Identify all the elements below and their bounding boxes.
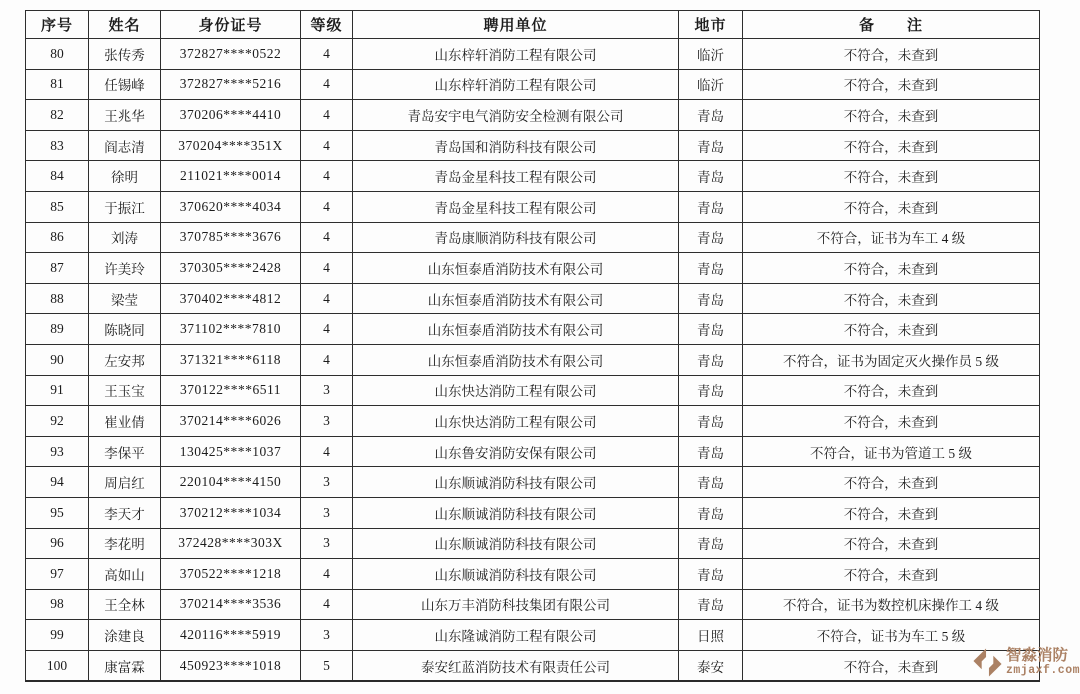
cell-id-number: 372827****0522: [161, 39, 301, 70]
cell-level: 3: [301, 375, 353, 406]
cell-level: 4: [301, 69, 353, 100]
table-row: [26, 589, 1040, 620]
watermark: [972, 647, 1080, 678]
cell-level: 4: [301, 253, 353, 284]
cell-name: 涂建良: [89, 620, 161, 651]
cell-level: 4: [301, 436, 353, 467]
cell-city: 青岛: [679, 253, 743, 284]
cell-remark: 不符合，未查到: [743, 559, 1040, 590]
cell-seq: 85: [26, 191, 89, 222]
cell-seq: 97: [26, 559, 89, 590]
cell-remark: 不符合，未查到: [743, 161, 1040, 192]
cell-name: 高如山: [89, 559, 161, 590]
cell-level: 5: [301, 650, 353, 681]
cell-name: 梁莹: [89, 283, 161, 314]
table-row: [26, 314, 1040, 345]
cell-level: 4: [301, 161, 353, 192]
cell-city: 青岛: [679, 589, 743, 620]
cell-level: 4: [301, 130, 353, 161]
cell-city: 泰安: [679, 650, 743, 681]
cell-remark: 不符合，未查到: [743, 650, 1040, 681]
cell-city: 临沂: [679, 39, 743, 70]
cell-id-number: 130425****1037: [161, 436, 301, 467]
cell-city: 青岛: [679, 191, 743, 222]
cell-employer: 山东恒泰盾消防技术有限公司: [353, 283, 679, 314]
cell-id-number: 371321****6118: [161, 344, 301, 375]
table-row: [26, 253, 1040, 284]
cell-id-number: 370785****3676: [161, 222, 301, 253]
cell-name: 刘涛: [89, 222, 161, 253]
cell-city: 青岛: [679, 100, 743, 131]
cell-city: 临沂: [679, 69, 743, 100]
cell-city: 青岛: [679, 467, 743, 498]
cell-name: 张传秀: [89, 39, 161, 70]
cell-name: 康富霖: [89, 650, 161, 681]
cell-remark: 不符合，未查到: [743, 100, 1040, 131]
cell-remark: 不符合，未查到: [743, 375, 1040, 406]
cell-name: 李天才: [89, 497, 161, 528]
cell-name: 陈晓同: [89, 314, 161, 345]
table-row: [26, 344, 1040, 375]
cell-seq: 80: [26, 39, 89, 70]
table-row: [26, 620, 1040, 651]
table-row: [26, 467, 1040, 498]
cell-employer: 山东顺诚消防科技有限公司: [353, 559, 679, 590]
table-row: [26, 100, 1040, 131]
cell-seq: 81: [26, 69, 89, 100]
cell-id-number: 370206****4410: [161, 100, 301, 131]
cell-employer: 山东恒泰盾消防技术有限公司: [353, 314, 679, 345]
cell-city: 青岛: [679, 314, 743, 345]
cell-name: 崔业倩: [89, 406, 161, 437]
cell-employer: 青岛安宇电气消防安全检测有限公司: [353, 100, 679, 131]
cell-remark: 不符合，证书为数控机床操作工 4 级: [743, 589, 1040, 620]
cell-city: 青岛: [679, 497, 743, 528]
cell-seq: 91: [26, 375, 89, 406]
roster-table: [25, 10, 1040, 682]
header-level: 等级: [301, 11, 353, 39]
table-row: [26, 191, 1040, 222]
cell-city: 青岛: [679, 528, 743, 559]
cell-city: 青岛: [679, 406, 743, 437]
cell-seq: 98: [26, 589, 89, 620]
roster-table-container: [25, 10, 1040, 682]
cell-id-number: 370402****4812: [161, 283, 301, 314]
cell-level: 4: [301, 191, 353, 222]
table-row: [26, 528, 1040, 559]
header-city: 地市: [679, 11, 743, 39]
cell-name: 任锡峰: [89, 69, 161, 100]
cell-level: 4: [301, 283, 353, 314]
table-row: [26, 559, 1040, 590]
cell-city: 日照: [679, 620, 743, 651]
cell-name: 阎志清: [89, 130, 161, 161]
cell-employer: 山东快达消防工程有限公司: [353, 375, 679, 406]
cell-name: 李保平: [89, 436, 161, 467]
cell-employer: 山东快达消防工程有限公司: [353, 406, 679, 437]
cell-level: 4: [301, 100, 353, 131]
table-body: [26, 39, 1040, 682]
cell-seq: 84: [26, 161, 89, 192]
header-seq: 序号: [26, 11, 89, 39]
table-row: [26, 436, 1040, 467]
watermark-domain: zmjaxf.com: [1006, 663, 1080, 677]
cell-level: 4: [301, 344, 353, 375]
cell-level: 3: [301, 406, 353, 437]
table-row: [26, 69, 1040, 100]
cell-remark: 不符合，未查到: [743, 130, 1040, 161]
table-row: [26, 406, 1040, 437]
cell-seq: 92: [26, 406, 89, 437]
cell-city: 青岛: [679, 375, 743, 406]
cell-employer: 山东鲁安消防安保有限公司: [353, 436, 679, 467]
cell-employer: 青岛金星科技工程有限公司: [353, 191, 679, 222]
cell-employer: 山东顺诚消防科技有限公司: [353, 467, 679, 498]
cell-remark: 不符合，未查到: [743, 283, 1040, 314]
cell-level: 4: [301, 314, 353, 345]
cell-name: 王全林: [89, 589, 161, 620]
cell-name: 王玉宝: [89, 375, 161, 406]
cell-id-number: 370204****351X: [161, 130, 301, 161]
cell-seq: 100: [26, 650, 89, 681]
cell-id-number: 211021****0014: [161, 161, 301, 192]
cell-seq: 94: [26, 467, 89, 498]
cell-seq: 95: [26, 497, 89, 528]
cell-remark: 不符合，未查到: [743, 314, 1040, 345]
cell-city: 青岛: [679, 222, 743, 253]
cell-remark: 不符合，证书为车工 4 级: [743, 222, 1040, 253]
cell-id-number: 372827****5216: [161, 69, 301, 100]
cell-id-number: 370212****1034: [161, 497, 301, 528]
cell-remark: 不符合，未查到: [743, 191, 1040, 222]
cell-level: 3: [301, 528, 353, 559]
cell-employer: 山东顺诚消防科技有限公司: [353, 528, 679, 559]
zhimiao-logo-icon: [972, 647, 1003, 678]
table-row: [26, 650, 1040, 681]
cell-employer: 青岛国和消防科技有限公司: [353, 130, 679, 161]
cell-id-number: 370522****1218: [161, 559, 301, 590]
cell-name: 左安邦: [89, 344, 161, 375]
cell-city: 青岛: [679, 161, 743, 192]
cell-name: 王兆华: [89, 100, 161, 131]
cell-id-number: 371102****7810: [161, 314, 301, 345]
cell-seq: 83: [26, 130, 89, 161]
cell-name: 徐明: [89, 161, 161, 192]
cell-employer: 山东万丰消防科技集团有限公司: [353, 589, 679, 620]
cell-name: 李花明: [89, 528, 161, 559]
cell-id-number: 372428****303X: [161, 528, 301, 559]
cell-id-number: 420116****5919: [161, 620, 301, 651]
cell-id-number: 220104****4150: [161, 467, 301, 498]
cell-seq: 82: [26, 100, 89, 131]
cell-level: 4: [301, 559, 353, 590]
cell-employer: 山东恒泰盾消防技术有限公司: [353, 344, 679, 375]
cell-city: 青岛: [679, 559, 743, 590]
cell-id-number: 370122****6511: [161, 375, 301, 406]
cell-employer: 山东梓轩消防工程有限公司: [353, 69, 679, 100]
table-row: [26, 39, 1040, 70]
cell-id-number: 370620****4034: [161, 191, 301, 222]
cell-id-number: 370214****6026: [161, 406, 301, 437]
cell-seq: 88: [26, 283, 89, 314]
cell-seq: 99: [26, 620, 89, 651]
table-row: [26, 161, 1040, 192]
cell-city: 青岛: [679, 436, 743, 467]
header-remark: 备 注: [743, 11, 1040, 39]
cell-id-number: 370214****3536: [161, 589, 301, 620]
cell-seq: 90: [26, 344, 89, 375]
cell-level: 3: [301, 497, 353, 528]
cell-level: 3: [301, 467, 353, 498]
cell-employer: 山东恒泰盾消防技术有限公司: [353, 253, 679, 284]
header-id: 身份证号: [161, 11, 301, 39]
cell-level: 4: [301, 222, 353, 253]
table-row: [26, 283, 1040, 314]
cell-name: 周启红: [89, 467, 161, 498]
cell-employer: 青岛康顺消防科技有限公司: [353, 222, 679, 253]
cell-employer: 山东梓轩消防工程有限公司: [353, 39, 679, 70]
cell-employer: 山东顺诚消防科技有限公司: [353, 497, 679, 528]
header-employer: 聘用单位: [353, 11, 679, 39]
cell-name: 许美玲: [89, 253, 161, 284]
cell-city: 青岛: [679, 130, 743, 161]
cell-remark: 不符合，未查到: [743, 406, 1040, 437]
cell-employer: 山东隆诚消防工程有限公司: [353, 620, 679, 651]
cell-remark: 不符合，未查到: [743, 253, 1040, 284]
cell-remark: 不符合，未查到: [743, 69, 1040, 100]
cell-remark: 不符合，未查到: [743, 497, 1040, 528]
cell-remark: 不符合，未查到: [743, 39, 1040, 70]
cell-seq: 89: [26, 314, 89, 345]
cell-remark: 不符合，未查到: [743, 528, 1040, 559]
cell-employer: 青岛金星科技工程有限公司: [353, 161, 679, 192]
table-row: [26, 497, 1040, 528]
cell-city: 青岛: [679, 344, 743, 375]
cell-city: 青岛: [679, 283, 743, 314]
watermark-brand: 智淼消防: [1006, 647, 1069, 665]
cell-id-number: 450923****1018: [161, 650, 301, 681]
table-row: [26, 375, 1040, 406]
header-row: [26, 11, 1040, 39]
table-row: [26, 222, 1040, 253]
cell-remark: 不符合，证书为固定灭火操作员 5 级: [743, 344, 1040, 375]
cell-remark: 不符合，证书为车工 5 级: [743, 620, 1040, 651]
cell-seq: 86: [26, 222, 89, 253]
cell-name: 于振江: [89, 191, 161, 222]
cell-id-number: 370305****2428: [161, 253, 301, 284]
cell-remark: 不符合，证书为管道工 5 级: [743, 436, 1040, 467]
cell-level: 4: [301, 39, 353, 70]
cell-seq: 93: [26, 436, 89, 467]
header-name: 姓名: [89, 11, 161, 39]
cell-level: 3: [301, 620, 353, 651]
cell-level: 4: [301, 589, 353, 620]
cell-seq: 87: [26, 253, 89, 284]
table-row: [26, 130, 1040, 161]
watermark-text: [1006, 648, 1080, 676]
cell-remark: 不符合，未查到: [743, 467, 1040, 498]
cell-employer: 泰安红蓝消防技术有限责任公司: [353, 650, 679, 681]
cell-seq: 96: [26, 528, 89, 559]
